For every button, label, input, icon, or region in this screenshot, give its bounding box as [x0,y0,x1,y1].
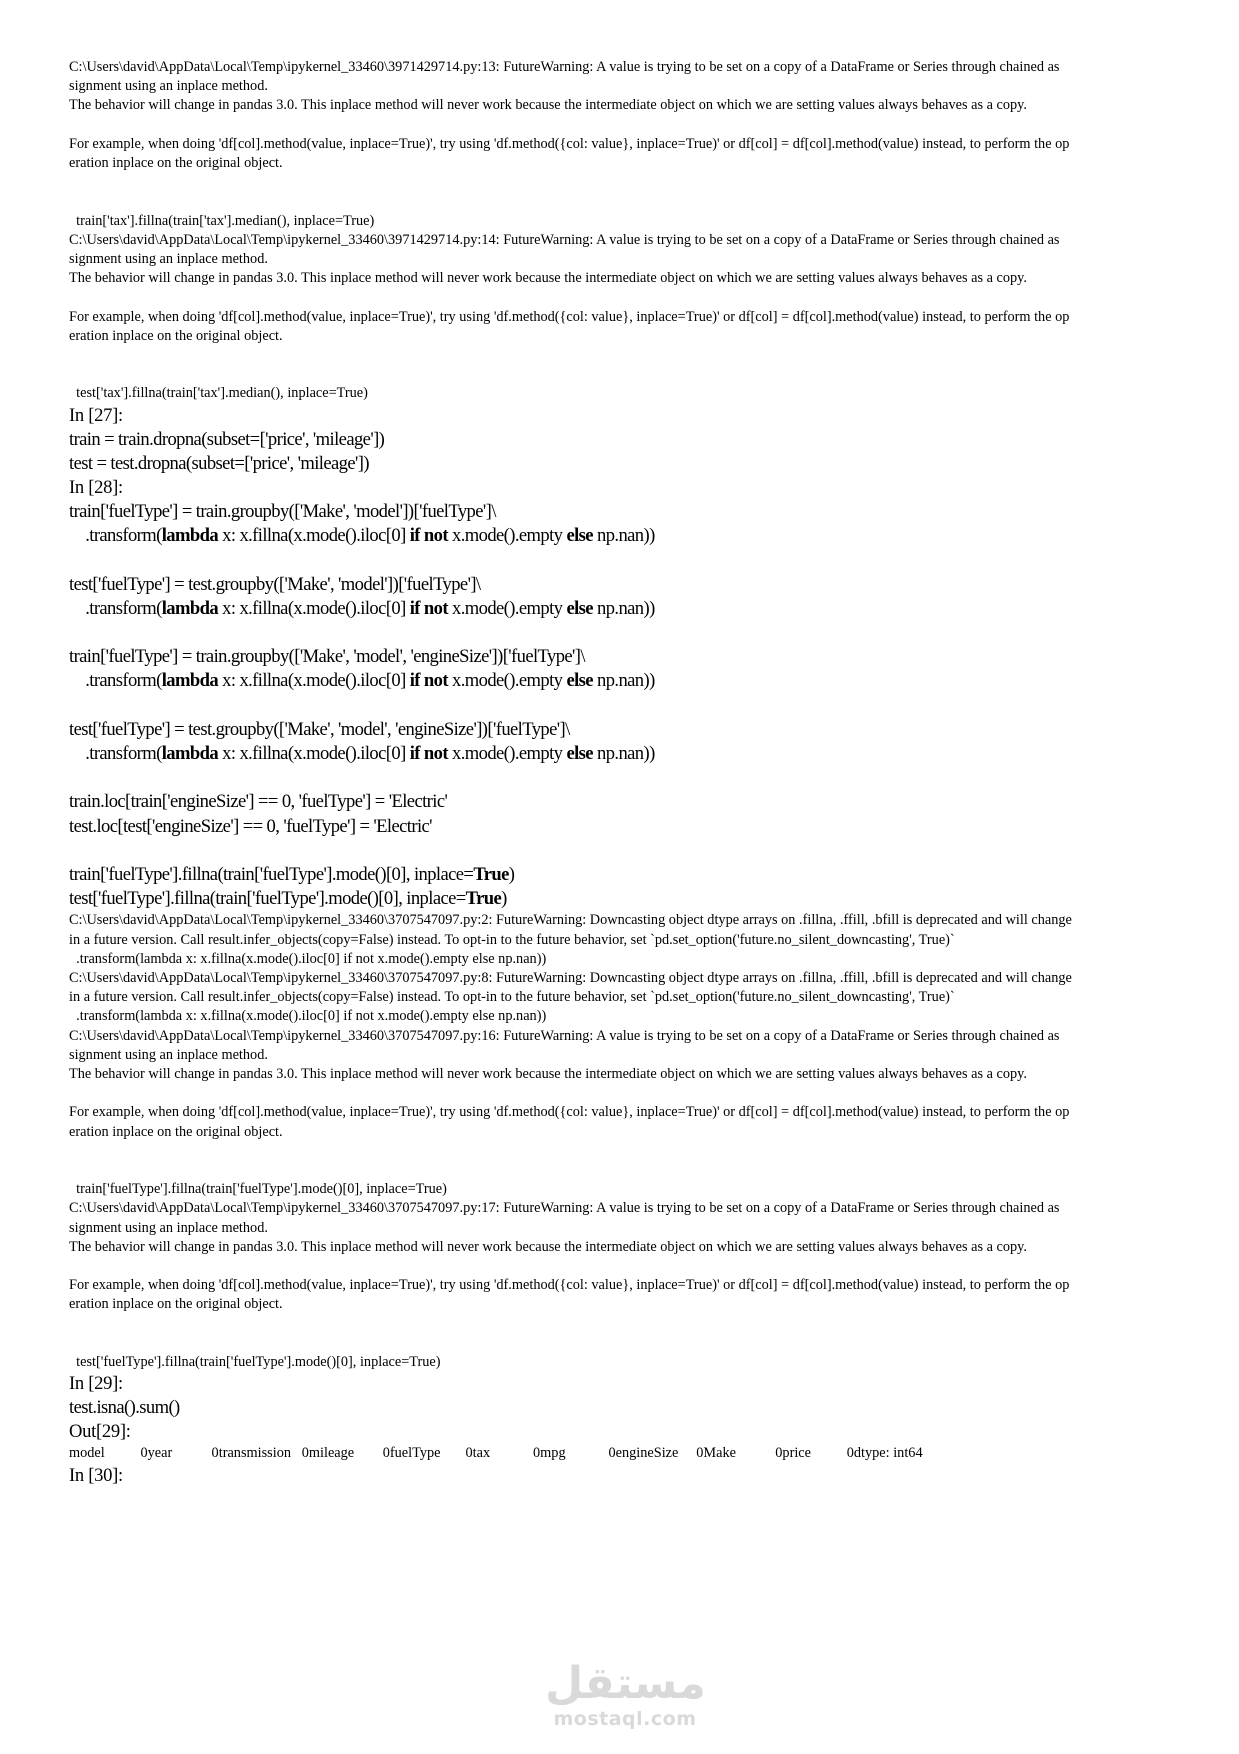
warning-output [69,911,1179,1372]
output-line: fuelType 0 [389,1445,473,1462]
output-line [69,1084,1179,1103]
cell-prompt: In [30]: [69,1464,123,1486]
output-line [69,1334,1179,1353]
output-line [69,173,1179,192]
output-line: C:\Users\david\AppData\Local\Temp\ipykernel_33460\3707547097.py:2: FutureWarning: Downcasting object dtype arrays on .fillna, .ffill, .bfill is deprecated and will change [69,912,1072,929]
code-line: .transform(lambda x: x.fillna(x.mode().iloc[0] if not x.mode().empty else np.nan)) [69,525,655,547]
output-line: test['tax'].fillna(train['tax'].median(), inplace=True) [69,385,368,402]
code-line: .transform(lambda x: x.fillna(x.mode().iloc[0] if not x.mode().empty else np.nan)) [69,742,655,764]
output-line [69,365,1179,384]
code-line [69,621,1179,645]
output-line: The behavior will change in pandas 3.0. This inplace method will never work because the intermediate object on which we are setting values always behaves as a copy. [69,270,1027,287]
output-line: engineSize 0 [615,1445,704,1462]
code-cell[interactable] [69,500,1179,911]
output-line: signment using an inplace method. [69,78,268,95]
output-line: C:\Users\david\AppData\Local\Temp\ipykernel_33460\3707547097.py:17: FutureWarning: A value is trying to be set on a copy of a DataFrame or Series through chained as [69,1200,1060,1217]
cell-prompt: In [28]: [69,476,123,498]
output-line: For example, when doing 'df[col].method(value, inplace=True)', try using 'df.method({col: value}, inplace=True)' or df[col] = df[col].method(value) instead, to perform the op [69,135,1070,152]
output-line: mpg 0 [540,1445,616,1462]
output-line: signment using an inplace method. [69,250,268,267]
output-line: .transform(lambda x: x.fillna(x.mode().iloc[0] if not x.mode().empty else np.nan)) [69,1008,547,1025]
output-line [69,288,1179,307]
code-line [69,766,1179,790]
code-line: train['fuelType'] = train.groupby(['Make', 'model', 'engineSize'])['fuelType']\ [69,646,585,668]
output-line [69,192,1179,211]
code-line: test['fuelType'] = test.groupby(['Make', 'model'])['fuelType']\ [69,573,481,595]
output-line: tax 0 [472,1445,541,1462]
output-line: model 0 [69,1445,148,1462]
output-line: train['tax'].fillna(train['tax'].median(), inplace=True) [69,212,375,229]
output-line [69,1315,1179,1334]
notebook-page [69,58,1179,1488]
mostaql-watermark [545,1660,705,1730]
output-line: C:\Users\david\AppData\Local\Temp\ipykernel_33460\3971429714.py:13: FutureWarning: A value is trying to be set on a copy of a DataFrame or Series through chained as [69,59,1060,75]
output-line: year 0 [147,1445,219,1462]
code-line: .transform(lambda x: x.fillna(x.mode().iloc[0] if not x.mode().empty else np.nan)) [69,597,655,619]
output-line: For example, when doing 'df[col].method(value, inplace=True)', try using 'df.method({col: value}, inplace=True)' or df[col] = df[col].method(value) instead, to perform the op [69,1104,1070,1121]
output-line: C:\Users\david\AppData\Local\Temp\ipykernel_33460\3707547097.py:8: FutureWarning: Downcasting object dtype arrays on .fillna, .ffill, .bfill is deprecated and will change [69,969,1072,986]
code-line: .transform(lambda x: x.fillna(x.mode().iloc[0] if not x.mode().empty else np.nan)) [69,670,655,692]
cell-output [69,1444,1179,1463]
output-line: signment using an inplace method. [69,1046,268,1063]
output-line: The behavior will change in pandas 3.0. This inplace method will never work because the intermediate object on which we are setting values always behaves as a copy. [69,1065,1027,1082]
output-line: signment using an inplace method. [69,1219,268,1236]
cell-prompt: In [27]: [69,404,123,426]
output-line: C:\Users\david\AppData\Local\Temp\ipykernel_33460\3971429714.py:14: FutureWarning: A value is trying to be set on a copy of a DataFrame or Series through chained as [69,231,1060,248]
cell-prompt: Out[29]: [69,1421,131,1443]
output-line: price 0 [782,1445,854,1462]
output-line: mileage 0 [308,1445,390,1462]
output-line: in a future version. Call result.infer_objects(copy=False) instead. To opt-in to the future behavior, set `pd.set_option('future.no_silent_downcasting', True)` [69,989,955,1006]
output-line [69,1161,1179,1180]
code-line [69,694,1179,718]
code-line: train = train.dropna(subset=['price', 'mileage']) [69,428,385,450]
output-line: .transform(lambda x: x.fillna(x.mode().iloc[0] if not x.mode().empty else np.nan)) [69,950,547,967]
code-line: test = test.dropna(subset=['price', 'mileage']) [69,452,369,474]
warning-output [69,58,1179,404]
output-line: eration inplace on the original object. [69,327,283,344]
output-line: For example, when doing 'df[col].method(value, inplace=True)', try using 'df.method({col: value}, inplace=True)' or df[col] = df[col].method(value) instead, to perform the op [69,308,1070,325]
output-line: Make 0 [703,1445,783,1462]
output-line: train['fuelType'].fillna(train['fuelType'].mode()[0], inplace=True) [69,1181,447,1198]
code-cell[interactable] [69,428,1179,476]
output-line: eration inplace on the original object. [69,1123,283,1140]
code-line: test['fuelType'].fillna(train['fuelType'].mode()[0], inplace=True) [69,888,507,910]
watermark-arabic: مستقل [545,1658,706,1709]
output-line: test['fuelType'].fillna(train['fuelType'].mode()[0], inplace=True) [69,1353,441,1370]
output-line [69,116,1179,135]
output-line: in a future version. Call result.infer_objects(copy=False) instead. To opt-in to the future behavior, set `pd.set_option('future.no_silent_downcasting', True)` [69,931,955,948]
output-line: eration inplace on the original object. [69,1296,283,1313]
output-line: eration inplace on the original object. [69,155,283,171]
code-line: test['fuelType'] = test.groupby(['Make', 'model', 'engineSize'])['fuelType']\ [69,718,570,740]
code-cell[interactable] [69,1396,1179,1420]
output-line: For example, when doing 'df[col].method(value, inplace=True)', try using 'df.method({col: value}, inplace=True)' or df[col] = df[col].method(value) instead, to perform the op [69,1277,1070,1294]
code-line: train['fuelType'] = train.groupby(['Make', 'model'])['fuelType']\ [69,500,496,522]
watermark-latin: mostaql.com [553,1708,697,1730]
code-line: train.loc[train['engineSize'] == 0, 'fuelType'] = 'Electric' [69,791,448,813]
output-line [69,346,1179,365]
code-line: train['fuelType'].fillna(train['fuelType'].mode()[0], inplace=True) [69,863,515,885]
output-line [69,1142,1179,1161]
code-line: test.loc[test['engineSize'] == 0, 'fuelType'] = 'Electric' [69,815,432,837]
output-line [69,1257,1179,1276]
code-line: test.isna().sum() [69,1397,180,1419]
output-line: The behavior will change in pandas 3.0. This inplace method will never work because the intermediate object on which we are setting values always behaves as a copy. [69,97,1027,114]
output-line: The behavior will change in pandas 3.0. This inplace method will never work because the intermediate object on which we are setting values always behaves as a copy. [69,1238,1027,1255]
code-line [69,839,1179,863]
output-line: C:\Users\david\AppData\Local\Temp\ipykernel_33460\3707547097.py:16: FutureWarning: A value is trying to be set on a copy of a DataFrame or Series through chained as [69,1027,1060,1044]
code-line [69,548,1179,572]
cell-prompt: In [29]: [69,1373,123,1395]
output-line: transmission 0 [218,1445,309,1462]
output-line: dtype: int64 [853,1445,923,1462]
